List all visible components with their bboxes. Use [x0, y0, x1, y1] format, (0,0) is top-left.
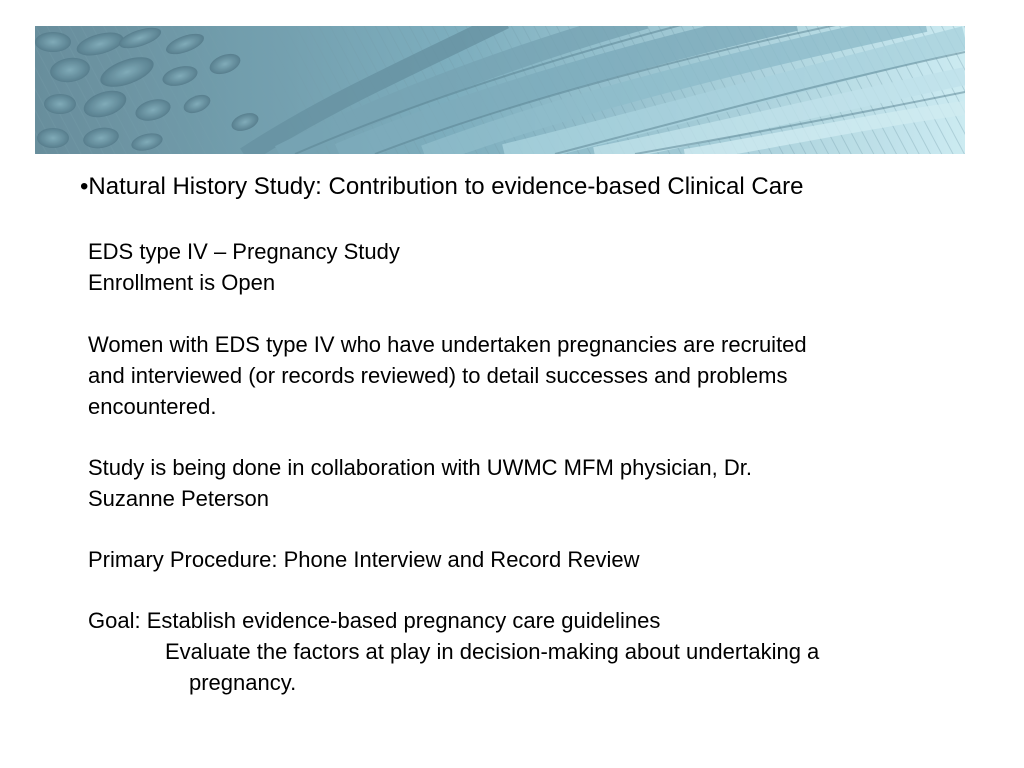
goal-line-3: pregnancy.	[189, 670, 297, 695]
goal-line-2: Evaluate the factors at play in decision-making about undertaking a	[165, 639, 820, 664]
slide-heading: •Natural History Study: Contribution to evidence-based Clinical Care	[80, 173, 804, 200]
collaboration-line-2: Suzanne Peterson	[88, 486, 270, 511]
collaboration-line-1: Study is being done in collaboration with UWMC MFM physician, Dr.	[88, 455, 752, 480]
description-line-1: Women with EDS type IV who have undertaken pregnancies are recruited	[88, 332, 807, 357]
study-name: EDS type IV – Pregnancy Study	[88, 239, 400, 264]
primary-procedure: Primary Procedure: Phone Interview and Record Review	[88, 547, 640, 572]
description-line-3: encountered.	[88, 394, 217, 419]
enrollment-status: Enrollment is Open	[88, 270, 276, 295]
goal-line-1: Goal: Establish evidence-based pregnancy care guidelines	[88, 608, 661, 633]
description-line-2: and interviewed (or records reviewed) to detail successes and problems	[88, 363, 788, 388]
